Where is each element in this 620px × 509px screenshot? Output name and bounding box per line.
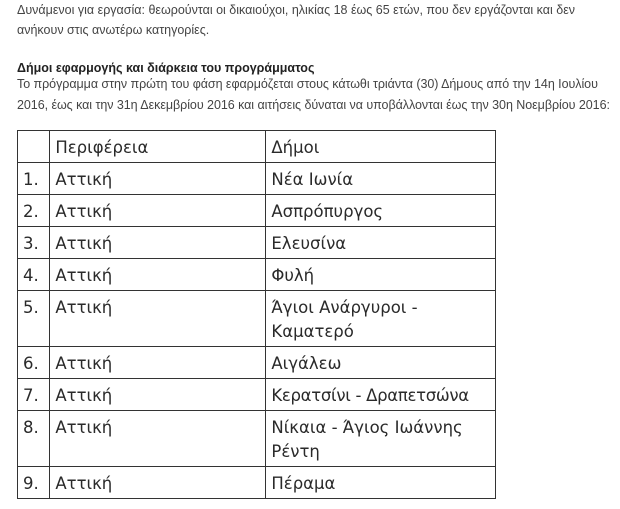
table-header-row [18, 131, 496, 163]
row-region: Αττική [50, 259, 266, 291]
row-number: 8. [18, 411, 50, 467]
row-region: Αττική [50, 347, 266, 379]
row-region: Αττική [50, 227, 266, 259]
table-row [18, 467, 496, 499]
table-row [18, 259, 496, 291]
row-region: Αττική [50, 195, 266, 227]
program-paragraph: Το πρόγραμμα στην πρώτη του φάση εφαρμόζεται στους κάτωθι τριάντα (30) Δήμους από την 14η Ιουλίου 2016, έως και την 31η Δεκεμβρίου 2016 και αιτήσεις δύναται να υποβάλλονται έως την 30η Νοεμβρίου 2016: [17, 77, 610, 112]
row-number: 1. [18, 163, 50, 195]
row-region: Αττική [50, 163, 266, 195]
row-number: 5. [18, 291, 50, 347]
header-municipalities: Δήμοι [266, 131, 496, 163]
row-region: Αττική [50, 291, 266, 347]
row-municipality: Άγιοι Ανάργυροι - Καματερό [266, 291, 496, 347]
row-municipality: Ασπρόπυργος [266, 195, 496, 227]
municipalities-table [17, 130, 496, 499]
section-heading: Δήμοι εφαρμογής και διάρκεια του προγράμματος [17, 61, 315, 75]
table-row [18, 347, 496, 379]
row-number: 6. [18, 347, 50, 379]
row-region: Αττική [50, 379, 266, 411]
table-row [18, 291, 496, 347]
header-region: Περιφέρεια [50, 131, 266, 163]
row-municipality: Ελευσίνα [266, 227, 496, 259]
row-number: 3. [18, 227, 50, 259]
row-municipality: Νέα Ιωνία [266, 163, 496, 195]
table-row [18, 379, 496, 411]
row-number: 7. [18, 379, 50, 411]
intro-paragraph: Δυνάμενοι για εργασία: θεωρούνται οι δικαιούχοι, ηλικίας 18 έως 65 ετών, που δεν εργάζονται και δεν ανήκουν στις ανωτέρω κατηγορίες. [17, 3, 576, 37]
row-municipality: Πέραμα [266, 467, 496, 499]
table-row [18, 411, 496, 467]
row-municipality: Αιγάλεω [266, 347, 496, 379]
row-number: 4. [18, 259, 50, 291]
table-row [18, 163, 496, 195]
table-row [18, 195, 496, 227]
header-number [18, 131, 50, 163]
table-row [18, 227, 496, 259]
row-municipality: Νίκαια - Άγιος Ιωάννης Ρέντη [266, 411, 496, 467]
row-region: Αττική [50, 467, 266, 499]
row-number: 2. [18, 195, 50, 227]
row-region: Αττική [50, 411, 266, 467]
row-number: 9. [18, 467, 50, 499]
row-municipality: Κερατσίνι - Δραπετσώνα [266, 379, 496, 411]
row-municipality: Φυλή [266, 259, 496, 291]
